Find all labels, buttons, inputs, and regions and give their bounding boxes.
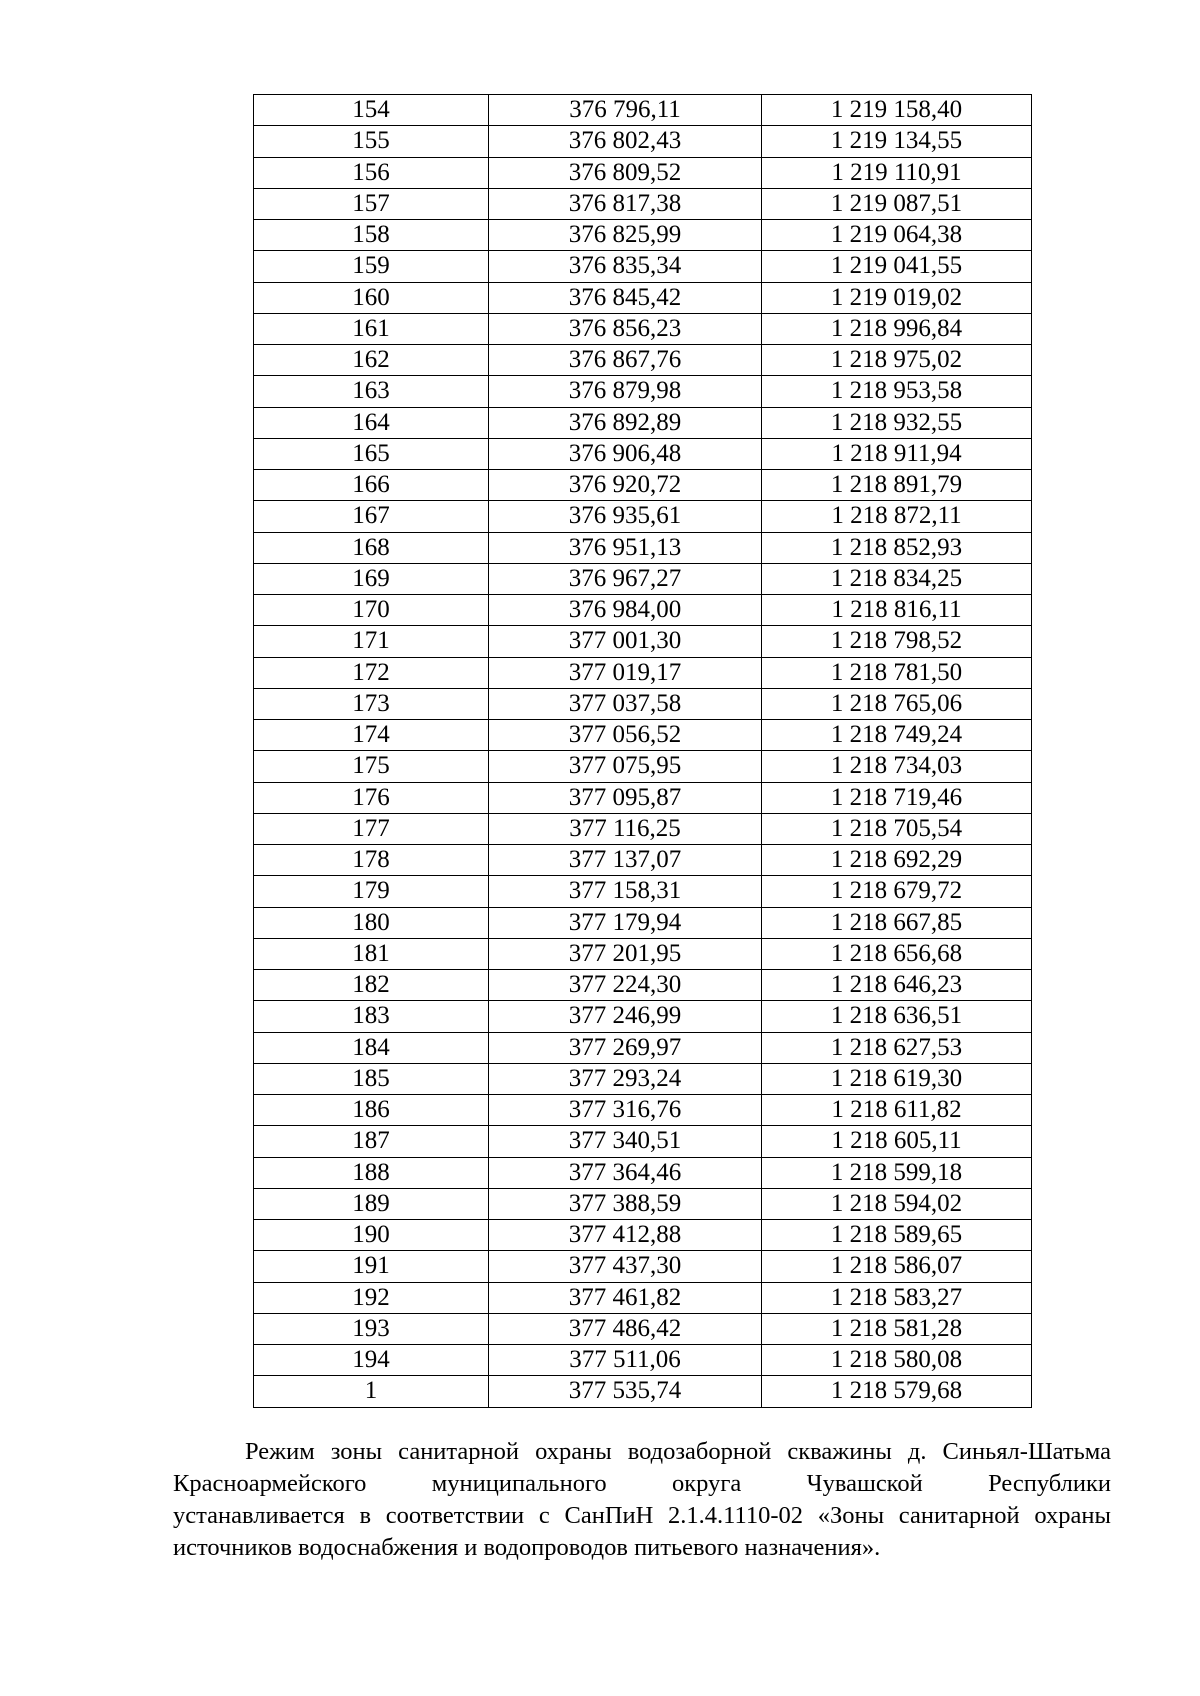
table-row — [254, 1313, 1032, 1344]
x-coordinate-cell: 377 001,30 — [489, 626, 762, 657]
point-number-cell: 169 — [254, 563, 489, 594]
y-coordinate-cell: 1 218 583,27 — [762, 1282, 1032, 1313]
x-coordinate-cell: 376 906,48 — [489, 438, 762, 469]
table-row — [254, 1345, 1032, 1376]
table-row — [254, 1032, 1032, 1063]
point-number-cell: 187 — [254, 1126, 489, 1157]
point-number-cell: 166 — [254, 470, 489, 501]
y-coordinate-cell: 1 218 692,29 — [762, 845, 1032, 876]
x-coordinate-cell: 377 388,59 — [489, 1188, 762, 1219]
x-coordinate-cell: 376 825,99 — [489, 220, 762, 251]
point-number-cell: 175 — [254, 751, 489, 782]
x-coordinate-cell: 377 340,51 — [489, 1126, 762, 1157]
point-number-cell: 184 — [254, 1032, 489, 1063]
note-line: Режим зоны санитарной охраны водозаборной скважины д. Синьял-Шатьма — [245, 1438, 1111, 1465]
point-number-cell: 194 — [254, 1345, 489, 1376]
y-coordinate-cell: 1 218 891,79 — [762, 470, 1032, 501]
x-coordinate-cell: 377 486,42 — [489, 1313, 762, 1344]
x-coordinate-cell: 376 845,42 — [489, 282, 762, 313]
table-row — [254, 1188, 1032, 1219]
point-number-cell: 154 — [254, 95, 489, 126]
y-coordinate-cell: 1 218 646,23 — [762, 970, 1032, 1001]
x-coordinate-cell: 376 920,72 — [489, 470, 762, 501]
coordinates-table-body — [254, 95, 1032, 1408]
point-number-cell: 178 — [254, 845, 489, 876]
y-coordinate-cell: 1 218 579,68 — [762, 1376, 1032, 1407]
x-coordinate-cell: 377 511,06 — [489, 1345, 762, 1376]
x-coordinate-cell: 376 879,98 — [489, 376, 762, 407]
y-coordinate-cell: 1 218 996,84 — [762, 313, 1032, 344]
point-number-cell: 172 — [254, 657, 489, 688]
table-row — [254, 532, 1032, 563]
y-coordinate-cell: 1 218 605,11 — [762, 1126, 1032, 1157]
table-row — [254, 1376, 1032, 1407]
note-line: Красноармейского муниципального округа Чувашской Республики — [173, 1470, 1111, 1497]
table-row — [254, 751, 1032, 782]
x-coordinate-cell: 377 179,94 — [489, 907, 762, 938]
table-row — [254, 1126, 1032, 1157]
x-coordinate-cell: 377 201,95 — [489, 938, 762, 969]
y-coordinate-cell: 1 218 872,11 — [762, 501, 1032, 532]
x-coordinate-cell: 377 056,52 — [489, 720, 762, 751]
table-row — [254, 1282, 1032, 1313]
y-coordinate-cell: 1 218 586,07 — [762, 1251, 1032, 1282]
table-row — [254, 813, 1032, 844]
point-number-cell: 182 — [254, 970, 489, 1001]
table-row — [254, 1220, 1032, 1251]
point-number-cell: 190 — [254, 1220, 489, 1251]
table-row — [254, 1001, 1032, 1032]
point-number-cell: 1 — [254, 1376, 489, 1407]
point-number-cell: 189 — [254, 1188, 489, 1219]
x-coordinate-cell: 377 137,07 — [489, 845, 762, 876]
table-row — [254, 938, 1032, 969]
table-row — [254, 1157, 1032, 1188]
y-coordinate-cell: 1 218 636,51 — [762, 1001, 1032, 1032]
y-coordinate-cell: 1 218 734,03 — [762, 751, 1032, 782]
y-coordinate-cell: 1 218 599,18 — [762, 1157, 1032, 1188]
point-number-cell: 165 — [254, 438, 489, 469]
table-row — [254, 1063, 1032, 1094]
y-coordinate-cell: 1 219 087,51 — [762, 188, 1032, 219]
x-coordinate-cell: 377 269,97 — [489, 1032, 762, 1063]
table-row — [254, 251, 1032, 282]
y-coordinate-cell: 1 218 611,82 — [762, 1095, 1032, 1126]
point-number-cell: 188 — [254, 1157, 489, 1188]
point-number-cell: 177 — [254, 813, 489, 844]
table-row — [254, 188, 1032, 219]
table-row — [254, 563, 1032, 594]
table-row — [254, 970, 1032, 1001]
y-coordinate-cell: 1 218 765,06 — [762, 688, 1032, 719]
y-coordinate-cell: 1 218 679,72 — [762, 876, 1032, 907]
point-number-cell: 163 — [254, 376, 489, 407]
x-coordinate-cell: 376 984,00 — [489, 595, 762, 626]
x-coordinate-cell: 376 867,76 — [489, 345, 762, 376]
x-coordinate-cell: 377 158,31 — [489, 876, 762, 907]
x-coordinate-cell: 377 293,24 — [489, 1063, 762, 1094]
y-coordinate-cell: 1 218 911,94 — [762, 438, 1032, 469]
note-line: источников водоснабжения и водопроводов питьевого назначения». — [173, 1534, 881, 1561]
y-coordinate-cell: 1 218 834,25 — [762, 563, 1032, 594]
coordinates-table — [253, 94, 1032, 1408]
y-coordinate-cell: 1 218 852,93 — [762, 532, 1032, 563]
table-row — [254, 407, 1032, 438]
table-row — [254, 126, 1032, 157]
point-number-cell: 186 — [254, 1095, 489, 1126]
point-number-cell: 183 — [254, 1001, 489, 1032]
y-coordinate-cell: 1 219 110,91 — [762, 157, 1032, 188]
x-coordinate-cell: 376 817,38 — [489, 188, 762, 219]
y-coordinate-cell: 1 218 656,68 — [762, 938, 1032, 969]
table-row — [254, 782, 1032, 813]
point-number-cell: 160 — [254, 282, 489, 313]
y-coordinate-cell: 1 218 705,54 — [762, 813, 1032, 844]
point-number-cell: 192 — [254, 1282, 489, 1313]
table-row — [254, 95, 1032, 126]
point-number-cell: 185 — [254, 1063, 489, 1094]
y-coordinate-cell: 1 218 619,30 — [762, 1063, 1032, 1094]
table-row — [254, 345, 1032, 376]
table-row — [254, 220, 1032, 251]
table-row — [254, 157, 1032, 188]
table-row — [254, 688, 1032, 719]
x-coordinate-cell: 377 224,30 — [489, 970, 762, 1001]
table-row — [254, 470, 1032, 501]
table-row — [254, 282, 1032, 313]
y-coordinate-cell: 1 219 158,40 — [762, 95, 1032, 126]
y-coordinate-cell: 1 218 953,58 — [762, 376, 1032, 407]
y-coordinate-cell: 1 218 589,65 — [762, 1220, 1032, 1251]
y-coordinate-cell: 1 218 580,08 — [762, 1345, 1032, 1376]
x-coordinate-cell: 376 935,61 — [489, 501, 762, 532]
point-number-cell: 179 — [254, 876, 489, 907]
x-coordinate-cell: 377 412,88 — [489, 1220, 762, 1251]
x-coordinate-cell: 377 364,46 — [489, 1157, 762, 1188]
y-coordinate-cell: 1 219 064,38 — [762, 220, 1032, 251]
table-row — [254, 595, 1032, 626]
point-number-cell: 167 — [254, 501, 489, 532]
y-coordinate-cell: 1 218 798,52 — [762, 626, 1032, 657]
y-coordinate-cell: 1 218 581,28 — [762, 1313, 1032, 1344]
x-coordinate-cell: 377 316,76 — [489, 1095, 762, 1126]
y-coordinate-cell: 1 218 627,53 — [762, 1032, 1032, 1063]
table-row — [254, 876, 1032, 907]
y-coordinate-cell: 1 218 932,55 — [762, 407, 1032, 438]
y-coordinate-cell: 1 218 975,02 — [762, 345, 1032, 376]
y-coordinate-cell: 1 218 749,24 — [762, 720, 1032, 751]
note-line: устанавливается в соответствии с СанПиН 2.1.4.1110-02 «Зоны санитарной охраны — [173, 1502, 1111, 1529]
y-coordinate-cell: 1 218 667,85 — [762, 907, 1032, 938]
table-row — [254, 1251, 1032, 1282]
y-coordinate-cell: 1 218 719,46 — [762, 782, 1032, 813]
y-coordinate-cell: 1 218 594,02 — [762, 1188, 1032, 1219]
table-row — [254, 313, 1032, 344]
x-coordinate-cell: 376 809,52 — [489, 157, 762, 188]
point-number-cell: 164 — [254, 407, 489, 438]
point-number-cell: 155 — [254, 126, 489, 157]
table-row — [254, 720, 1032, 751]
table-row — [254, 845, 1032, 876]
x-coordinate-cell: 376 967,27 — [489, 563, 762, 594]
table-row — [254, 907, 1032, 938]
x-coordinate-cell: 376 856,23 — [489, 313, 762, 344]
point-number-cell: 156 — [254, 157, 489, 188]
point-number-cell: 176 — [254, 782, 489, 813]
point-number-cell: 174 — [254, 720, 489, 751]
table-row — [254, 438, 1032, 469]
point-number-cell: 161 — [254, 313, 489, 344]
table-row — [254, 376, 1032, 407]
x-coordinate-cell: 377 437,30 — [489, 1251, 762, 1282]
x-coordinate-cell: 377 019,17 — [489, 657, 762, 688]
table-row — [254, 501, 1032, 532]
point-number-cell: 157 — [254, 188, 489, 219]
point-number-cell: 168 — [254, 532, 489, 563]
point-number-cell: 159 — [254, 251, 489, 282]
point-number-cell: 162 — [254, 345, 489, 376]
table-row — [254, 1095, 1032, 1126]
x-coordinate-cell: 376 951,13 — [489, 532, 762, 563]
point-number-cell: 180 — [254, 907, 489, 938]
y-coordinate-cell: 1 218 781,50 — [762, 657, 1032, 688]
point-number-cell: 181 — [254, 938, 489, 969]
x-coordinate-cell: 377 075,95 — [489, 751, 762, 782]
x-coordinate-cell: 376 892,89 — [489, 407, 762, 438]
x-coordinate-cell: 376 802,43 — [489, 126, 762, 157]
y-coordinate-cell: 1 219 134,55 — [762, 126, 1032, 157]
sanitary-zone-note — [173, 1436, 1111, 1564]
x-coordinate-cell: 377 095,87 — [489, 782, 762, 813]
x-coordinate-cell: 377 461,82 — [489, 1282, 762, 1313]
y-coordinate-cell: 1 219 019,02 — [762, 282, 1032, 313]
point-number-cell: 170 — [254, 595, 489, 626]
table-row — [254, 626, 1032, 657]
point-number-cell: 191 — [254, 1251, 489, 1282]
point-number-cell: 158 — [254, 220, 489, 251]
point-number-cell: 173 — [254, 688, 489, 719]
table-row — [254, 657, 1032, 688]
point-number-cell: 193 — [254, 1313, 489, 1344]
x-coordinate-cell: 376 835,34 — [489, 251, 762, 282]
point-number-cell: 171 — [254, 626, 489, 657]
y-coordinate-cell: 1 219 041,55 — [762, 251, 1032, 282]
x-coordinate-cell: 377 116,25 — [489, 813, 762, 844]
y-coordinate-cell: 1 218 816,11 — [762, 595, 1032, 626]
x-coordinate-cell: 377 246,99 — [489, 1001, 762, 1032]
x-coordinate-cell: 377 535,74 — [489, 1376, 762, 1407]
x-coordinate-cell: 376 796,11 — [489, 95, 762, 126]
x-coordinate-cell: 377 037,58 — [489, 688, 762, 719]
